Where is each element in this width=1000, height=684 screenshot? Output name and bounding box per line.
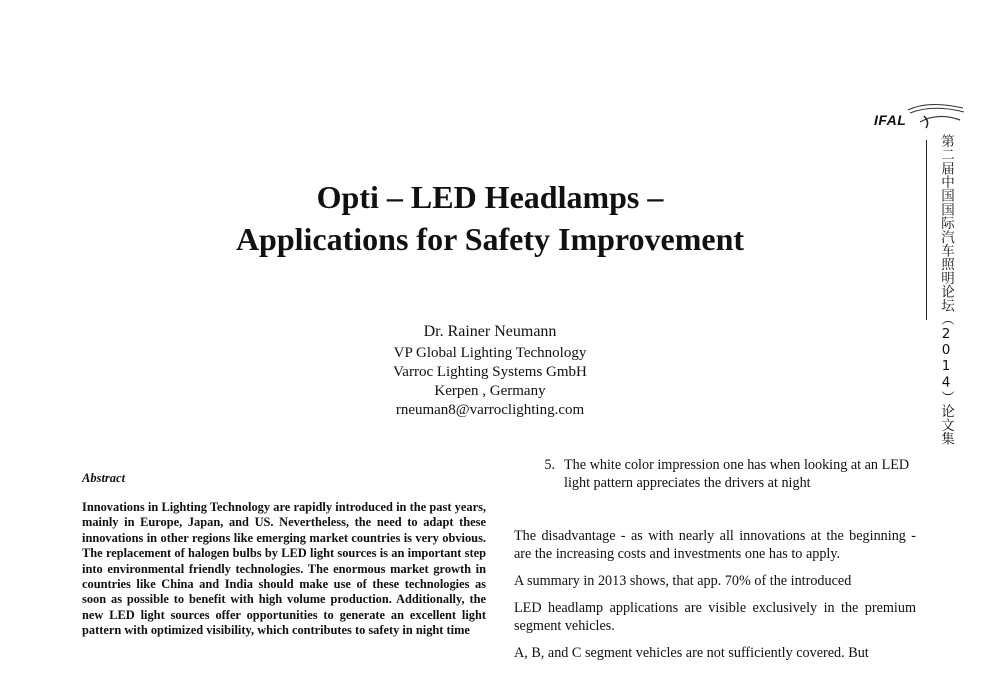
author-name: Dr. Rainer Neumann <box>423 323 557 340</box>
author-position: VP Global Lighting Technology <box>393 345 587 361</box>
paper-title <box>80 176 900 260</box>
abstract-body: Innovations in Lighting Technology are rapidly introduced in the past years, mainly in Europe, Japan, and US. Nevertheless, the need to adapt these innovations in other regions like emerging market countries is very obvious. The replacement of halogen bulbs by LED light sources is an important step into environmental friendly technologies. The enormous market growth in countries like China and India should make use of these technologies as soon as possible to benefit with high volume production. Additionally, the new LED light sources offer opportunities to generate an excellent light pattern with optimized visibility, which contributes to safety in night time <box>82 500 486 638</box>
author-email: rneuman8@varroclighting.com <box>395 402 585 418</box>
author-location: Kerpen , Germany <box>434 383 546 399</box>
title-line-2: Applications for Safety Improvement <box>235 221 745 257</box>
paragraph-disadvantage: The disadvantage - as with nearly all innovations at the beginning - are the increasing costs and investments one has to apply. <box>514 528 916 562</box>
paragraph-premium: LED headlamp applications are visible exclusively in the premium segment vehicles. <box>514 600 916 634</box>
ifal-logo <box>868 98 968 134</box>
author-company: Varroc Lighting Systems GmbH <box>393 364 587 380</box>
list-number: 5. <box>544 457 555 473</box>
title-line-1: Opti – LED Headlamps – <box>316 179 664 215</box>
side-label: 第二届中国国际汽车照明论坛（2014）论文集 <box>938 134 954 446</box>
author-block <box>240 322 740 420</box>
paragraph-summary: A summary in 2013 shows, that app. 70% of the introduced <box>514 573 852 589</box>
list-item <box>514 456 916 492</box>
list-text: The white color impression one has when looking at an LED light pattern appreciates the drivers at night <box>564 457 910 491</box>
abstract-heading: Abstract <box>82 471 126 485</box>
paragraph-segments: A, B, and C segment vehicles are not sufficiently covered. But <box>514 645 869 661</box>
logo-text: IFAL <box>874 112 907 128</box>
side-rule <box>926 140 927 320</box>
right-column <box>514 456 916 671</box>
